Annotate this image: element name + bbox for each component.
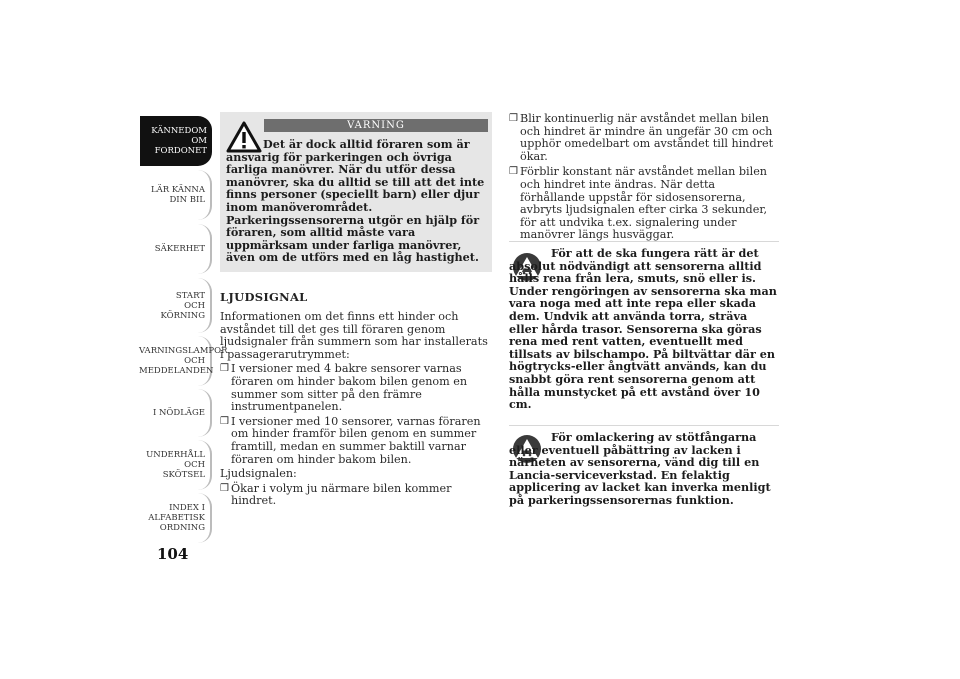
tab-i-nodlage[interactable]: I NÖDLÄGE xyxy=(140,389,212,437)
left-column xyxy=(220,311,492,508)
tab-varningslampor[interactable]: VARNINGSLAMPOR OCH MEDDELANDEN xyxy=(140,336,212,386)
section-heading: LJUDSIGNAL xyxy=(220,290,308,304)
warning-box xyxy=(220,112,492,272)
divider xyxy=(509,425,779,426)
warning-header: VARNING xyxy=(264,119,488,132)
bullet-icon: ❒ xyxy=(509,113,518,124)
intro-paragraph: Informationen om det finns ett hinder och avståndet till det ges till föraren genom ljudsignaler från summern som har installerats i passagerarutrymmet: xyxy=(220,310,488,361)
note-sensor-cleaning: För att de ska fungera rätt är det absolut nödvändigt att sensorerna alltid hålls rena från lera, smuts, snö eller is. Under rengöringen av sensorerna ska man vara noga med att inte repa eller skada dem. Undvik att använda torra, sträva eller hårda trasor. Sensorerna ska göras rena med rent vatten, eventuellt med tillsats av bilschampo. På biltvättar där en högtrycks-eller ångtvätt används, kan du snabbt göra rent sensorerna genom att hålla munstycket på ett avstånd över 10 cm. xyxy=(509,246,777,412)
bullet-icon: ❒ xyxy=(509,166,518,178)
warning-text: Det är dock alltid föraren som är ansvarig för parkeringen och övriga farliga manövrer. När du utför dessa manövrer, ska du alltid se till att det inte finns personer (speciellt barn) eller djur inom manöverområdet. Parkeringssensorerna utgör en hjälp för föraren, som alltid måste vara uppmärksam under farliga manövrer, även om de utförs med en låg hastighet. xyxy=(226,137,485,265)
list-item: ❒ I versioner med 10 sensorer, varnas föraren om hinder framför bilen genom en summer framtill, medan en summer baktill varnar föraren om hinder bakom bilen. xyxy=(220,414,481,466)
bullet-icon: ❒ xyxy=(220,482,229,494)
tab-index[interactable]: INDEX I ALFABETISK ORDNING xyxy=(140,493,212,543)
tab-start-och-korning[interactable]: START OCH KÖRNING xyxy=(140,278,212,333)
tab-kannedom-om-fordonet[interactable]: KÄNNEDOM OM FORDONET xyxy=(140,116,212,166)
bullet-icon: ❒ xyxy=(220,363,229,375)
tab-underhall-och-skotsel[interactable]: UNDERHÅLL OCH SKÖTSEL xyxy=(140,440,212,490)
note-repainting: För omlackering av stötfångarna eller eventuell påbättring av lacken i närheten av sensorerna, vänd dig till en Lancia-serviceverkstad. En felaktig applicering av lacket kan inverka menligt på parkeringssensorernas funktion. xyxy=(509,430,771,507)
tab-lar-kanna-din-bil[interactable]: LÄR KÄNNA DIN BIL xyxy=(140,170,212,220)
page-number: 104 xyxy=(157,545,189,563)
list-item: ❒ Förblir konstant när avståndet mellan bilen och hindret inte ändras. När detta förhållande uppstår för sidosensorerna, avbryts ljudsignalen efter cirka 3 sekunder, för att undvika t.ex. signalering under manövrer längs husväggar. xyxy=(509,165,768,242)
ljud-label: Ljudsignalen: xyxy=(220,467,297,481)
tab-sakerhet[interactable]: SÄKERHET xyxy=(140,224,212,274)
right-column xyxy=(509,113,779,242)
divider xyxy=(509,241,779,242)
list-item: ❒ Blir kontinuerlig när avståndet mellan bilen och hindret är mindre än ungefär 30 cm och upphör omedelbart om avståndet till hindret ökar. xyxy=(509,112,774,163)
bullet-icon: ❒ xyxy=(220,415,229,427)
list-item: ❒ I versioner med 4 bakre sensorer varnas föraren om hinder bakom bilen genom en summer som sitter på den främre instrumentpanelen. xyxy=(220,362,468,414)
list-item: ❒ Ökar i volym ju närmare bilen kommer hindret. xyxy=(220,481,452,508)
